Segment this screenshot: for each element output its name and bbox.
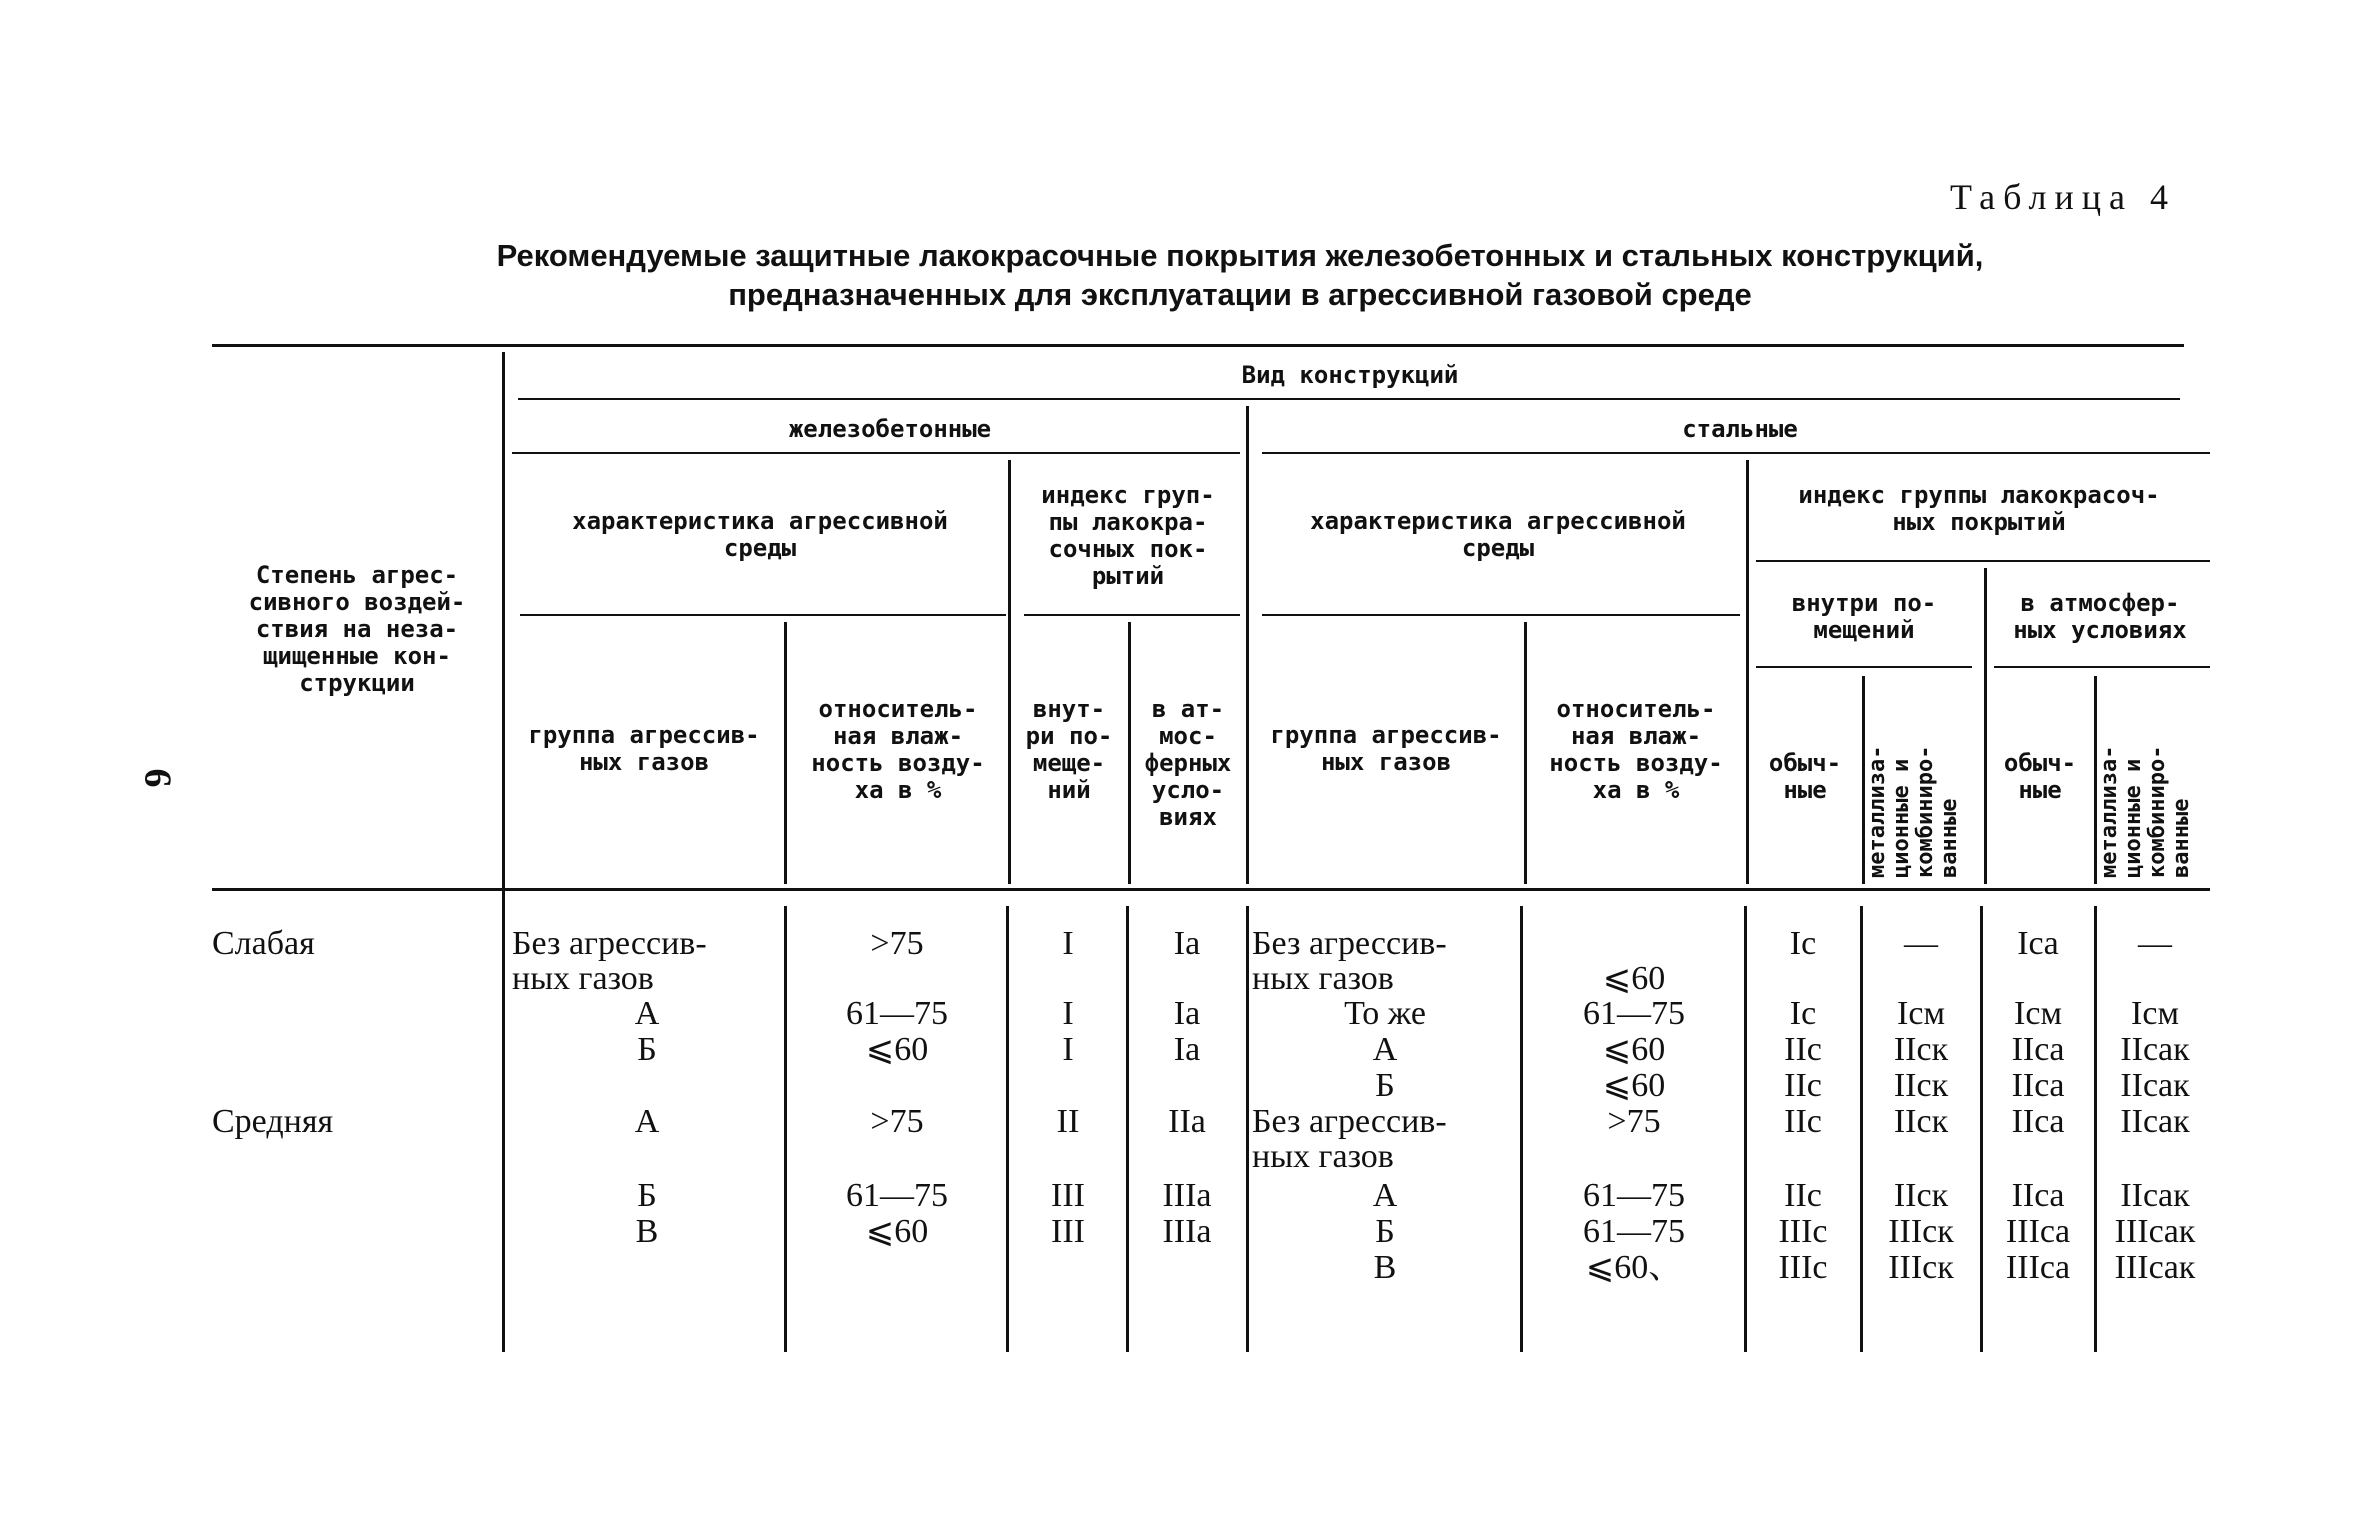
cell-st-gas: То же — [1344, 995, 1426, 1032]
cell-rc-in: III — [1051, 1177, 1085, 1214]
cell-st-hum: ⩽60、 — [1585, 1249, 1683, 1286]
cell-st-in-met: IIIcк — [1888, 1249, 1954, 1286]
hdr-degree: Степень агрес- сивного воздей- ствия на неза- щищенные кон- струкции — [248, 561, 466, 697]
cell-rc-hum: 61—75 — [846, 1177, 948, 1214]
cell-st-in-ord: IIIc — [1778, 1213, 1828, 1250]
cell-rc-atm: Ia — [1173, 995, 1201, 1032]
hdr-st-in-ord: обыч- ные — [1768, 749, 1842, 804]
hdr-rc: железобетонные — [788, 415, 992, 443]
cell-st-in-ord: IIc — [1784, 1103, 1822, 1140]
cell-rc-gas: А — [634, 1103, 660, 1140]
cell-st-gas: А — [1372, 1177, 1398, 1214]
cell-rc-in: I — [1062, 925, 1074, 962]
cell-st-in-ord: IIc — [1784, 1067, 1822, 1104]
rule-st-char — [1262, 614, 1740, 616]
rule-rc-index — [1024, 614, 1240, 616]
cell-st-atm-met: IIIcaк — [2114, 1249, 2196, 1286]
cell-rc-hum: ⩽60 — [865, 1031, 929, 1068]
cell-st-atm-met: — — [2138, 925, 2172, 962]
cell-rc-atm: IIa — [1168, 1103, 1206, 1140]
cell-rc-gas: А — [634, 995, 660, 1032]
cell-st-in-ord: Ic — [1789, 925, 1817, 962]
rule-rc-char — [520, 614, 1006, 616]
rule-st-in — [1756, 666, 1972, 668]
cell-st-atm-ord: Icм — [2014, 995, 2062, 1032]
cell-rc-hum: 61—75 — [846, 995, 948, 1032]
cell-st-in-met: IIcк — [1893, 1067, 1949, 1104]
cell-st-atm-met: IIcaк — [2120, 1067, 2190, 1104]
hdr-rc-gas: группа агрессив- ных газов — [528, 721, 760, 776]
hdr-st-char: характеристика агрессивной среды — [1310, 507, 1686, 562]
cell-rc-gas: Б — [637, 1031, 657, 1068]
hdr-rc-in: внут- ри по- меще- ний — [1025, 695, 1113, 804]
hdr-rc-hum: относитель- ная влаж- ность возду- ха в % — [811, 695, 985, 804]
vrule-degree — [502, 352, 505, 1352]
hdr-steel: стальные — [1682, 415, 1798, 443]
cell-st-atm-met: Icм — [2131, 995, 2179, 1032]
cell-st-in-met: IIcк — [1893, 1031, 1949, 1068]
cell-rc-in: I — [1062, 1031, 1074, 1068]
cell-st-hum: 61—75 — [1583, 1177, 1685, 1214]
cell-st-in-ord: Ic — [1789, 995, 1817, 1032]
cell-rc-in: III — [1051, 1213, 1085, 1250]
vrule-b-steel — [1246, 906, 1249, 1352]
cell-rc-hum: >75 — [870, 1103, 924, 1140]
cell-st-gas: Без агрессив- ных газов — [1252, 1103, 1447, 1175]
cell-rc-gas: В — [635, 1213, 659, 1250]
cell-st-gas: В — [1373, 1249, 1397, 1286]
rule-st-atm — [1994, 666, 2210, 668]
cell-st-hum: 61—75 — [1583, 995, 1685, 1032]
cell-rc-atm: Ia — [1173, 1031, 1201, 1068]
cell-st-hum: ⩽60 — [1602, 1031, 1666, 1068]
cell-rc-atm: IIIa — [1162, 1177, 1212, 1214]
vrule-st-atm — [1984, 568, 1987, 884]
cell-st-in-ord: IIIc — [1778, 1249, 1828, 1286]
title-line-2: предназначенных для эксплуатации в агрессивной газовой среде — [728, 277, 1752, 312]
hdr-st-in: внутри по- мещений — [1791, 589, 1937, 644]
cell-st-in-met: IIIcк — [1888, 1213, 1954, 1250]
rule-rc-steel — [512, 452, 1240, 454]
cell-st-in-met: Icм — [1897, 995, 1945, 1032]
rule-steel — [1262, 452, 2210, 454]
cell-st-atm-ord: Ica — [2017, 925, 2059, 962]
hdr-st-atm-ord: обыч- ные — [2003, 749, 2077, 804]
cell-rc-in: II — [1056, 1103, 1080, 1140]
cell-st-atm-ord: IIIca — [2005, 1213, 2071, 1250]
cell-rc-in: I — [1062, 995, 1074, 1032]
cell-st-in-met: — — [1904, 925, 1938, 962]
rule-header-bottom — [212, 888, 2210, 891]
cell-st-gas: Б — [1375, 1067, 1395, 1104]
vrule-b-rc-in — [1006, 906, 1009, 1352]
hdr-rc-char: характеристика агрессивной среды — [572, 507, 948, 562]
cell-degree: Средняя — [212, 1103, 334, 1140]
hdr-st-atm: в атмосфер- ных условиях — [2013, 589, 2187, 644]
cell-st-gas: А — [1372, 1031, 1398, 1068]
cell-st-atm-ord: IIca — [2011, 1103, 2065, 1140]
cell-st-atm-ord: IIIca — [2005, 1249, 2071, 1286]
cell-rc-atm: Ia — [1173, 925, 1201, 962]
vrule-b-st-hum — [1520, 906, 1523, 1352]
cell-st-in-met: IIcк — [1893, 1177, 1949, 1214]
cell-st-hum: ⩽60 — [1602, 960, 1666, 997]
hdr-kind: Вид конструкций — [1241, 361, 1459, 389]
cell-st-in-ord: IIc — [1784, 1031, 1822, 1068]
hdr-st-in-met: металлиза- ционные и комбиниро- ванные — [1865, 745, 1962, 878]
cell-rc-gas: Б — [637, 1177, 657, 1214]
cell-st-atm-met: IIIcaк — [2114, 1213, 2196, 1250]
cell-rc-gas: Без агрессив- ных газов — [512, 925, 707, 997]
hdr-st-atm-met: металлиза- ционные и комбиниро- ванные — [2097, 745, 2194, 878]
hdr-rc-index: индекс груп- пы лакокра- сочных пок- рытий — [1041, 481, 1215, 590]
hdr-st-gas: группа агрессив- ных газов — [1270, 721, 1502, 776]
hdr-st-index: индекс группы лакокрасоч- ных покрытий — [1798, 481, 2160, 536]
cell-st-gas: Б — [1375, 1213, 1395, 1250]
cell-st-gas: Без агрессив- ных газов — [1252, 925, 1447, 997]
cell-st-atm-met: IIcaк — [2120, 1177, 2190, 1214]
rule-top — [212, 344, 2184, 347]
cell-st-in-met: IIcк — [1893, 1103, 1949, 1140]
cell-st-atm-ord: IIca — [2011, 1031, 2065, 1068]
rule-kind — [518, 398, 2180, 400]
table-label: Таблица 4 — [1950, 177, 2176, 217]
cell-rc-hum: >75 — [870, 925, 924, 962]
vrule-rc-hum — [784, 622, 787, 884]
cell-degree: Слабая — [212, 925, 315, 962]
table-title — [300, 236, 2180, 314]
cell-st-in-ord: IIc — [1784, 1177, 1822, 1214]
cell-st-hum: ⩽60 — [1602, 1067, 1666, 1104]
hdr-st-hum: относитель- ная влаж- ность возду- ха в % — [1549, 695, 1723, 804]
cell-st-hum: >75 — [1607, 1103, 1661, 1140]
page-number: 6 — [136, 768, 179, 788]
cell-rc-atm: IIIa — [1162, 1213, 1212, 1250]
rule-st-index — [1756, 560, 2210, 562]
cell-st-atm-met: IIcaк — [2120, 1031, 2190, 1068]
cell-st-atm-ord: IIca — [2011, 1067, 2065, 1104]
hdr-rc-atm: в ат- мос- ферных усло- виях — [1144, 695, 1232, 831]
cell-st-atm-ord: IIca — [2011, 1177, 2065, 1214]
cell-rc-hum: ⩽60 — [865, 1213, 929, 1250]
cell-st-hum: 61—75 — [1583, 1213, 1685, 1250]
title-line-1: Рекомендуемые защитные лакокрасочные покрытия железобетонных и стальных конструкций, — [496, 238, 1984, 273]
cell-st-atm-met: IIcaк — [2120, 1103, 2190, 1140]
vrule-b-rc-hum — [784, 906, 787, 1352]
